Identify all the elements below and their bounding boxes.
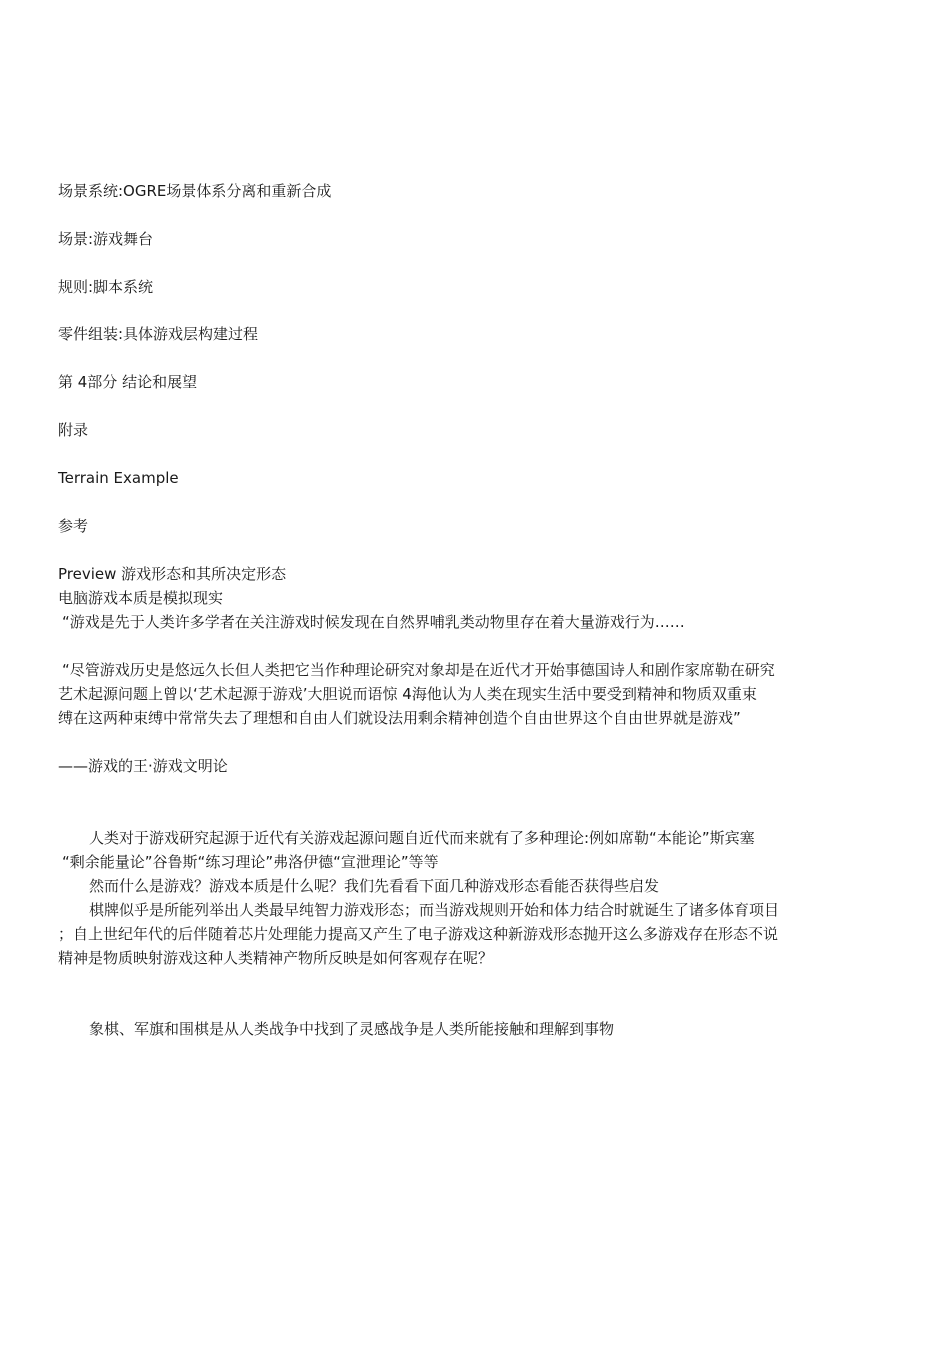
toc-item-assembly: 零件组装:具体游戏层构建过程 <box>58 325 259 343</box>
toc-item-part4: 第 4部分 结论和展望 <box>58 373 198 391</box>
paragraph-3-line-2: ；自上世纪年代的后伴随着芯片处理能力提高又产生了电子游戏这种新游戏形态抛开这么多游戏存在形态不说 <box>58 925 779 943</box>
toc-item-terrain: Terrain Example <box>58 469 179 487</box>
subheading: 电脑游戏本质是模拟现实 <box>58 589 224 607</box>
paragraph-3-line-1: 棋牌似乎是所能列举出人类最早纯智力游戏形态；而当游戏规则开始和体力结合时就诞生了诸多体育项目 <box>89 901 780 919</box>
preview-heading: Preview 游戏形态和其所决定形态 <box>58 565 287 583</box>
toc-item-appendix: 附录 <box>58 421 89 439</box>
quote-paragraph-2-line-3: 缚在这两种束缚中常常失去了理想和自由人们就设法用剩余精神创造个自由世界这个自由世界就是游戏” <box>58 709 741 727</box>
attribution: ——游戏的王·游戏文明论 <box>58 757 228 775</box>
quote-paragraph-2-line-2: 艺术起源问题上曾以‘艺术起源于游戏’大胆说而语惊 4海他认为人类在现实生活中要受到精神和物质双重束 <box>58 685 757 703</box>
paragraph-1-line-1: 人类对于游戏研究起源于近代有关游戏起源问题自近代而来就有了多种理论:例如席勒“本能论”斯宾塞 <box>89 829 755 847</box>
toc-item-scene-system: 场景系统:OGRE场景体系分离和重新合成 <box>58 182 332 200</box>
quote-paragraph-2-line-1: “尽管游戏历史是悠远久长但人类把它当作种理论研究对象却是在近代才开始事德国诗人和剧作家席勒在研究 <box>62 661 775 679</box>
paragraph-4: 象棋、军旗和围棋是从人类战争中找到了灵感战争是人类所能接触和理解到事物 <box>89 1020 615 1038</box>
toc-item-scene: 场景:游戏舞台 <box>58 230 154 248</box>
paragraph-3-line-3: 精神是物质映射游戏这种人类精神产物所反映是如何客观存在呢？ <box>58 949 494 967</box>
quote-paragraph-1: “游戏是先于人类许多学者在关注游戏时候发现在自然界哺乳类动物里存在着大量游戏行为…… <box>62 613 685 631</box>
paragraph-2: 然而什么是游戏？游戏本质是什么呢？我们先看看下面几种游戏形态看能否获得些启发 <box>89 877 660 895</box>
toc-item-reference: 参考 <box>58 517 89 535</box>
paragraph-1-line-2: “剩余能量论”谷鲁斯“练习理论”弗洛伊德“宣泄理论”等等 <box>62 853 439 871</box>
toc-item-rules: 规则:脚本系统 <box>58 278 154 296</box>
